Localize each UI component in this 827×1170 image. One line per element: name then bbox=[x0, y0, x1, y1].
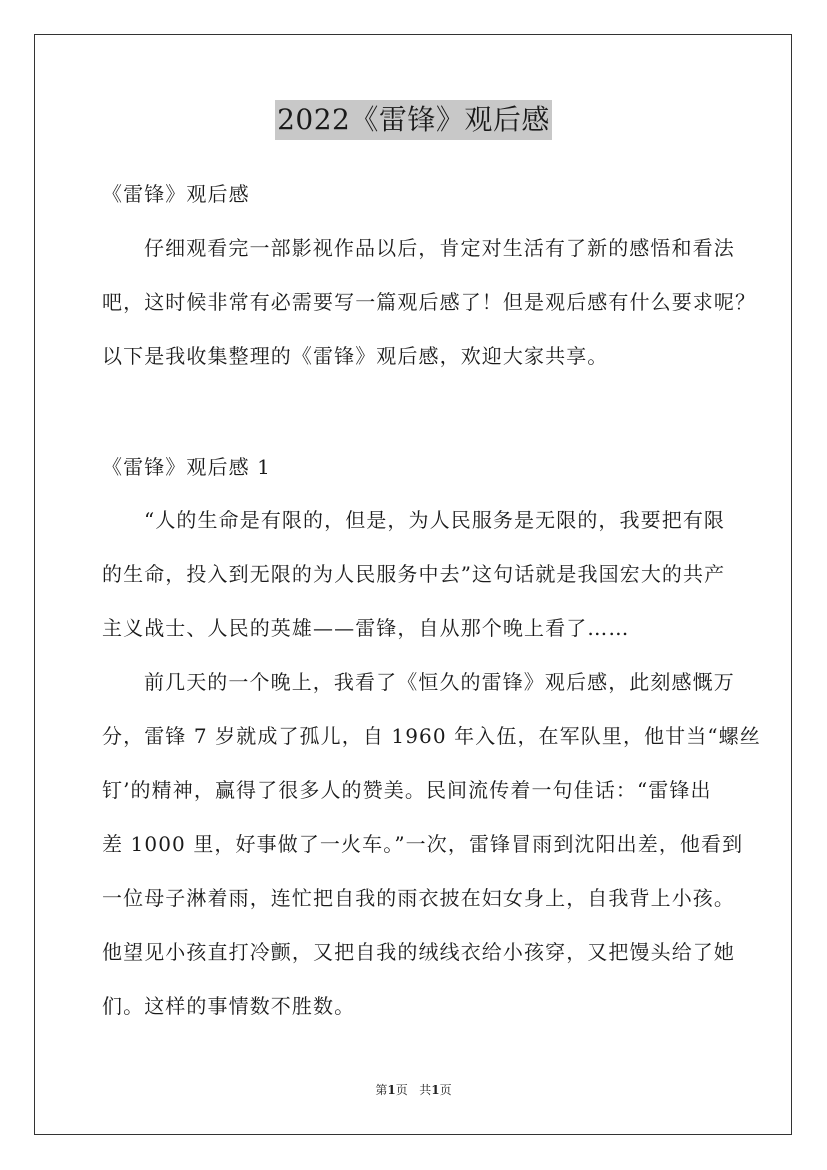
paragraph-line: 仔细观看完一部影视作品以后，肯定对生活有了新的感悟和看法 bbox=[144, 236, 735, 260]
paragraph-line: 钉’的精神，赢得了很多人的赞美。民间流传着一句佳话：“雷锋出 bbox=[102, 778, 712, 802]
paragraph-line: 的生命，投入到无限的为人民服务中去”这句话就是我国宏大的共产 bbox=[102, 562, 726, 586]
paragraph-line: 差 1000 里，好事做了一火车。”一次，雷锋冒雨到沈阳出差，他看到 bbox=[102, 832, 744, 856]
paragraph-line: “人的生命是有限的，但是，为人民服务是无限的，我要把有限 bbox=[144, 508, 726, 532]
section-heading: 《雷锋》观后感 1 bbox=[102, 455, 271, 479]
section-heading: 《雷锋》观后感 bbox=[102, 182, 250, 206]
page-suffix: 页 bbox=[439, 1083, 452, 1097]
paragraph-line: 前几天的一个晚上，我看了《恒久的雷锋》观后感，此刻感慨万 bbox=[144, 670, 735, 694]
paragraph-line: 分，雷锋 7 岁就成了孤儿，自 1960 年入伍，在军队里，他甘当“螺丝 bbox=[102, 724, 761, 748]
paragraph-line: 一位母子淋着雨，连忙把自我的雨衣披在妇女身上，自我背上小孩。 bbox=[102, 886, 735, 910]
paragraph-line: 以下是我收集整理的《雷锋》观后感，欢迎大家共享。 bbox=[102, 344, 609, 368]
document-title: 2022《雷锋》观后感 bbox=[275, 100, 552, 140]
paragraph-line: 吧，这时候非常有必需要写一篇观后感了！但是观后感有什么要求呢？ bbox=[102, 290, 757, 314]
page-prefix: 第 bbox=[375, 1083, 388, 1097]
page-total: 1 bbox=[431, 1083, 440, 1097]
page-footer bbox=[0, 1082, 827, 1098]
paragraph-line: 主义战士、人民的英雄——雷锋，自从那个晚上看了…… bbox=[102, 616, 630, 640]
page-mid: 页 共 bbox=[395, 1083, 432, 1097]
paragraph-line: 们。这样的事情数不胜数。 bbox=[102, 994, 356, 1018]
title-container bbox=[0, 100, 827, 140]
page-current: 1 bbox=[387, 1083, 396, 1097]
paragraph-line: 他望见小孩直打冷颤，又把自我的绒线衣给小孩穿，又把馒头给了她 bbox=[102, 940, 735, 964]
